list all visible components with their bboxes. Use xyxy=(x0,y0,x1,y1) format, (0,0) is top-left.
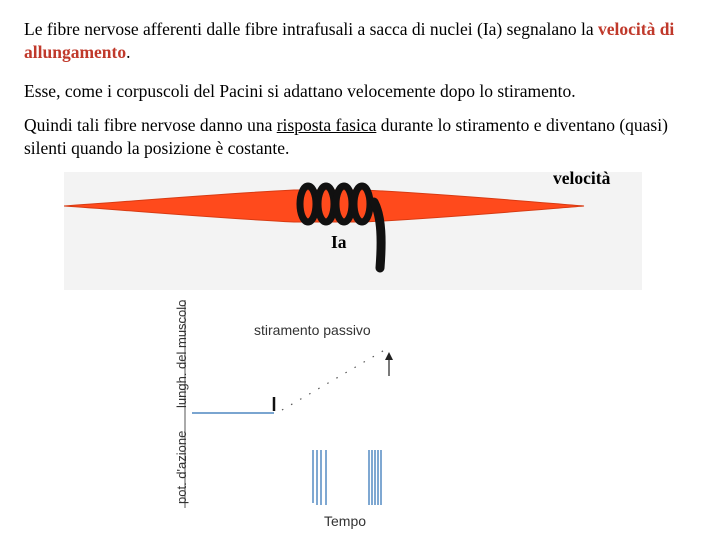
phasic-text-end: durante lo stiramento e diventano (quasi) silenti quando la posizione è costante. xyxy=(24,115,668,158)
stretch-arrow-head xyxy=(385,352,393,360)
action-potential-axis-label: pot. d'azione xyxy=(174,430,189,504)
velocity-label: velocità xyxy=(553,168,611,188)
length-axis-label: lungh. del muscolo xyxy=(174,299,189,408)
adaptation-paragraph: Esse, come i corpuscoli del Pacini si adattano velocemente dopo lo stiramento. xyxy=(24,81,576,101)
phasic-text-start: Quindi tali fibre nervose danno una xyxy=(24,115,277,135)
phasic-response-term: risposta fasica xyxy=(276,115,377,135)
stretch-ramp-trace xyxy=(282,348,388,410)
ia-fiber-label: Ia xyxy=(331,232,347,252)
intro-end: . xyxy=(126,42,131,62)
velocity-highlight: velocità di allungamento xyxy=(24,19,675,62)
intro-text: Le fibre nervose afferenti dalle fibre intrafusali a sacca di nuclei (Ia) segnalano la xyxy=(24,19,594,39)
spike-train-early xyxy=(313,450,326,505)
spike-train-stretch xyxy=(369,450,381,505)
passive-stretch-label: stiramento passivo xyxy=(254,322,371,338)
time-axis-label: Tempo xyxy=(324,513,367,529)
